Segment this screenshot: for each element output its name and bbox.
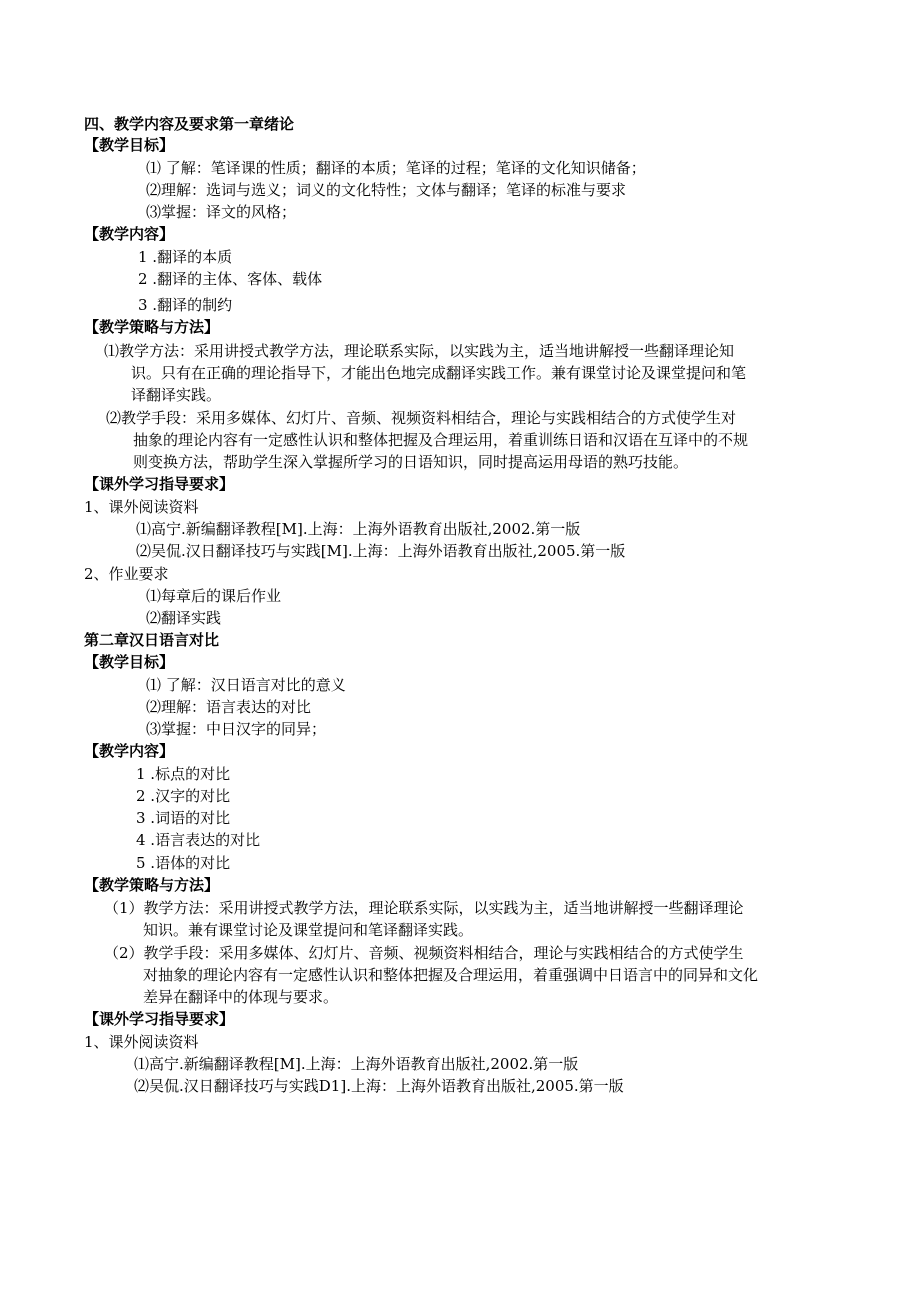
ch2-goal-item: ⑴ 了解：汉日语言对比的意义: [146, 676, 346, 694]
ch2-content-heading: 【教学内容】: [84, 742, 175, 760]
ch1-goal-item: ⑶掌握：译文的风格；: [146, 203, 297, 221]
ch1-method-line: ⑴教学方法：采用讲授式教学方法，理论联系实际，以实践为主，适当地讲解授一些翻译理论知: [104, 342, 735, 360]
chapter-1-title: 四、教学内容及要求第一章绪论: [84, 115, 295, 133]
ch1-reading-item: ⑴高宁.新编翻译教程[M].上海：上海外语教育出版社,2002.第一版: [136, 520, 581, 538]
ch2-goal-item: ⑵理解：语言表达的对比: [146, 698, 312, 716]
ch1-content-heading: 【教学内容】: [84, 225, 175, 243]
ch1-methods-heading: 【教学策略与方法】: [84, 318, 220, 336]
ch1-content-item: 2 .翻译的主体、客体、载体: [138, 270, 323, 288]
ch2-content-item: 4 .语言表达的对比: [136, 831, 261, 849]
ch1-extra-heading: 【课外学习指导要求】: [84, 475, 235, 493]
ch1-method-line: 识。只有在正确的理论指导下，才能出色地完成翻译实践工作。兼有课堂讨论及课堂提问和笔: [131, 364, 747, 382]
ch2-method-line: 差异在翻译中的体现与要求。: [143, 988, 339, 1006]
chapter-2-title: 第二章汉日语言对比: [84, 631, 220, 649]
ch1-reading-label: 1、课外阅读资料: [84, 498, 199, 516]
ch1-method-line: ⑵教学手段：采用多媒体、幻灯片、音频、视频资料相结合，理论与实践相结合的方式使学生对: [106, 409, 737, 427]
ch2-goal-item: ⑶掌握：中日汉字的同异；: [146, 720, 327, 738]
ch2-content-item: 3 .词语的对比: [136, 809, 231, 827]
ch1-homework-label: 2、作业要求: [84, 565, 169, 583]
ch2-method-line: （1）教学方法：采用讲授式教学方法，理论联系实际，以实践为主，适当地讲解授一些翻译理论: [104, 899, 744, 917]
ch2-methods-heading: 【教学策略与方法】: [84, 876, 220, 894]
ch2-reading-item: ⑵吴侃.汉日翻译技巧与实践D1].上海：上海外语教育出版社,2005.第一版: [134, 1077, 624, 1095]
ch2-method-line: 知识。兼有课堂讨论及课堂提问和笔译翻译实践。: [143, 921, 474, 939]
ch1-homework-item: ⑵翻译实践: [146, 609, 222, 627]
ch1-content-item: 1 .翻译的本质: [138, 248, 233, 266]
ch1-goal-item: ⑴ 了解：笔译课的性质；翻译的本质；笔译的过程；笔译的文化知识储备；: [146, 159, 646, 177]
ch1-goals-heading: 【教学目标】: [84, 136, 175, 154]
ch1-method-line: 则变换方法，帮助学生深入掌握所学习的日语知识，同时提高运用母语的熟巧技能。: [133, 453, 689, 471]
ch2-content-item: 1 .标点的对比: [136, 765, 231, 783]
ch2-content-item: 2 .汉字的对比: [136, 787, 231, 805]
ch1-content-item: 3 .翻译的制约: [138, 296, 233, 314]
ch1-goal-item: ⑵理解：选词与选义；词义的文化特性；文体与翻译；笔译的标准与要求: [146, 181, 627, 199]
ch1-reading-item: ⑵吴侃.汉日翻译技巧与实践[M].上海：上海外语教育出版社,2005.第一版: [136, 542, 626, 560]
ch2-goals-heading: 【教学目标】: [84, 653, 175, 671]
ch1-homework-item: ⑴每章后的课后作业: [146, 587, 282, 605]
ch2-reading-item: ⑴高宁.新编翻译教程[M].上海：上海外语教育出版社,2002.第一版: [134, 1055, 579, 1073]
ch2-extra-heading: 【课外学习指导要求】: [84, 1010, 235, 1028]
ch1-method-line: 抽象的理论内容有一定感性认识和整体把握及合理运用，着重训练日语和汉语在互译中的不规: [133, 431, 749, 449]
ch1-method-line: 译翻译实践。: [131, 386, 222, 404]
ch2-content-item: 5 .语体的对比: [136, 854, 231, 872]
ch2-reading-label: 1、课外阅读资料: [84, 1033, 199, 1051]
ch2-method-line: 对抽象的理论内容有一定感性认识和整体把握及合理运用，着重强调中日语言中的同异和文化: [143, 966, 759, 984]
ch2-method-line: （2）教学手段：采用多媒体、幻灯片、音频、视频资料相结合，理论与实践相结合的方式使学生: [104, 944, 744, 962]
